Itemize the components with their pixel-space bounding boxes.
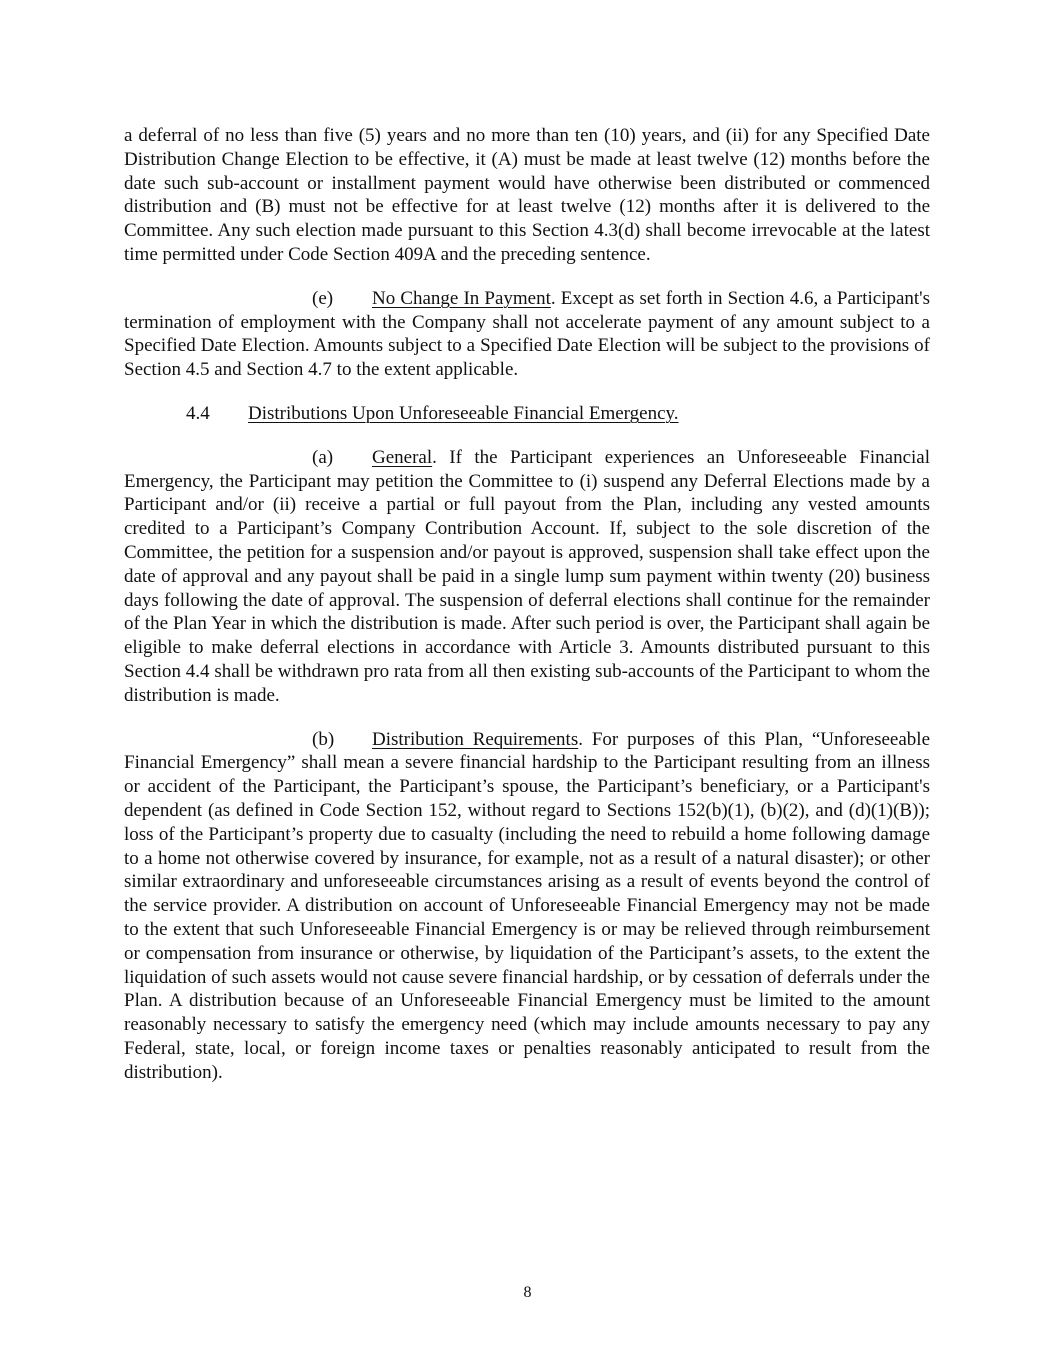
paragraph-e-label: (e) bbox=[312, 287, 334, 309]
page-body bbox=[124, 124, 930, 1104]
paragraph-a bbox=[124, 446, 930, 708]
paragraph-a-title-suffix: . bbox=[432, 446, 437, 468]
paragraph-e-text: Except as set forth in Section 4.6, a Participant's termination of employment with the Company shall not accelerate payment of any amount subject to a Specified Date Election. Amounts subject to a Specified Date Election will be subject to the provisions of Section 4.5 and Section 4.7 to the extent applicable. bbox=[124, 287, 931, 381]
section-heading-4-4 bbox=[124, 402, 930, 426]
paragraph-e bbox=[124, 287, 930, 382]
continuation-paragraph bbox=[124, 124, 930, 267]
paragraph-b-text: For purposes of this Plan, “Unforeseeable Financial Emergency” shall mean a severe financial hardship to the Participant resulting from an illness or accident of the Participant, the Participant’s spouse, the Participant’s beneficiary, or a Participant's dependent (as defined in Code Section 152, without regard to Sections 152(b)(1), (b)(2), and (d)(1)(B)); loss of the Participant’s property due to casualty (including the need to rebuild a home following damage to a home not otherwise covered by insurance, for example, not as a result of a natural disaster); or other similar extraordinary and unforeseeable circumstances arising as a result of events beyond the control of the service provider. A distribution on account of Unforeseeable Financial Emergency may not be made to the extent that such Unforeseeable Financial Emergency is or may be relieved through reimbursement or compensation from insurance or otherwise, by liquidation of the Participant’s assets, to the extent the liquidation of such assets would not cause severe financial hardship, or by cessation of deferrals under the Plan. A distribution because of an Unforeseeable Financial Emergency must be limited to the amount reasonably necessary to satisfy the emergency need (which may include amounts necessary to pay any Federal, state, local, or foreign income taxes or penalties reasonably anticipated to result from the distribution). bbox=[124, 728, 930, 1083]
paragraph-b bbox=[124, 728, 930, 1085]
paragraph-a-title: General bbox=[372, 446, 433, 468]
section-number: 4.4 bbox=[186, 402, 210, 424]
paragraph-a-label: (a) bbox=[312, 446, 334, 468]
paragraph-b-title-suffix: . bbox=[578, 728, 583, 750]
continuation-text: a deferral of no less than five (5) years and no more than ten (10) years, and (ii) for any Specified Date Distribution Change Election to be effective, it (A) must be made at least twelve (12) months before the date such sub-account or installment payment would have otherwise been distributed or commenced distribution and (B) must not be effective for at least twelve (12) months after it is delivered to the Committee. Any such election made pursuant to this Section 4.3(d) shall become irrevocable at the latest time permitted under Code Section 409A and the preceding sentence. bbox=[124, 125, 930, 265]
paragraph-a-text: If the Participant experiences an Unforeseeable Financial Emergency, the Participant may petition the Committee to (i) suspend any Deferral Elections made by a Participant and/or (ii) receive a partial or full payout from the Plan, including any vested amounts credited to a Participant’s Company Contribution Account. If, subject to the sole discretion of the Committee, the petition for a suspension and/or payout is approved, suspension shall take effect upon the date of approval and any payout shall be paid in a single lump sum payment within twenty (20) business days following the date of approval. The suspension of deferral elections shall continue for the remainder of the Plan Year in which the distribution is made. After such period is over, the Participant shall again be eligible to make deferral elections in accordance with Article 3. Amounts distributed pursuant to this Section 4.4 shall be withdrawn pro rata from all then existing sub-accounts of the Participant to whom the distribution is made. bbox=[124, 446, 930, 706]
page-number: 8 bbox=[523, 1284, 532, 1301]
paragraph-b-title: Distribution Requirements bbox=[372, 728, 579, 750]
paragraph-b-label: (b) bbox=[312, 728, 335, 750]
paragraph-e-title-suffix: . bbox=[550, 287, 556, 309]
paragraph-e-title: No Change In Payment bbox=[372, 287, 551, 309]
section-title: Distributions Upon Unforeseeable Financial Emergency. bbox=[248, 402, 679, 424]
